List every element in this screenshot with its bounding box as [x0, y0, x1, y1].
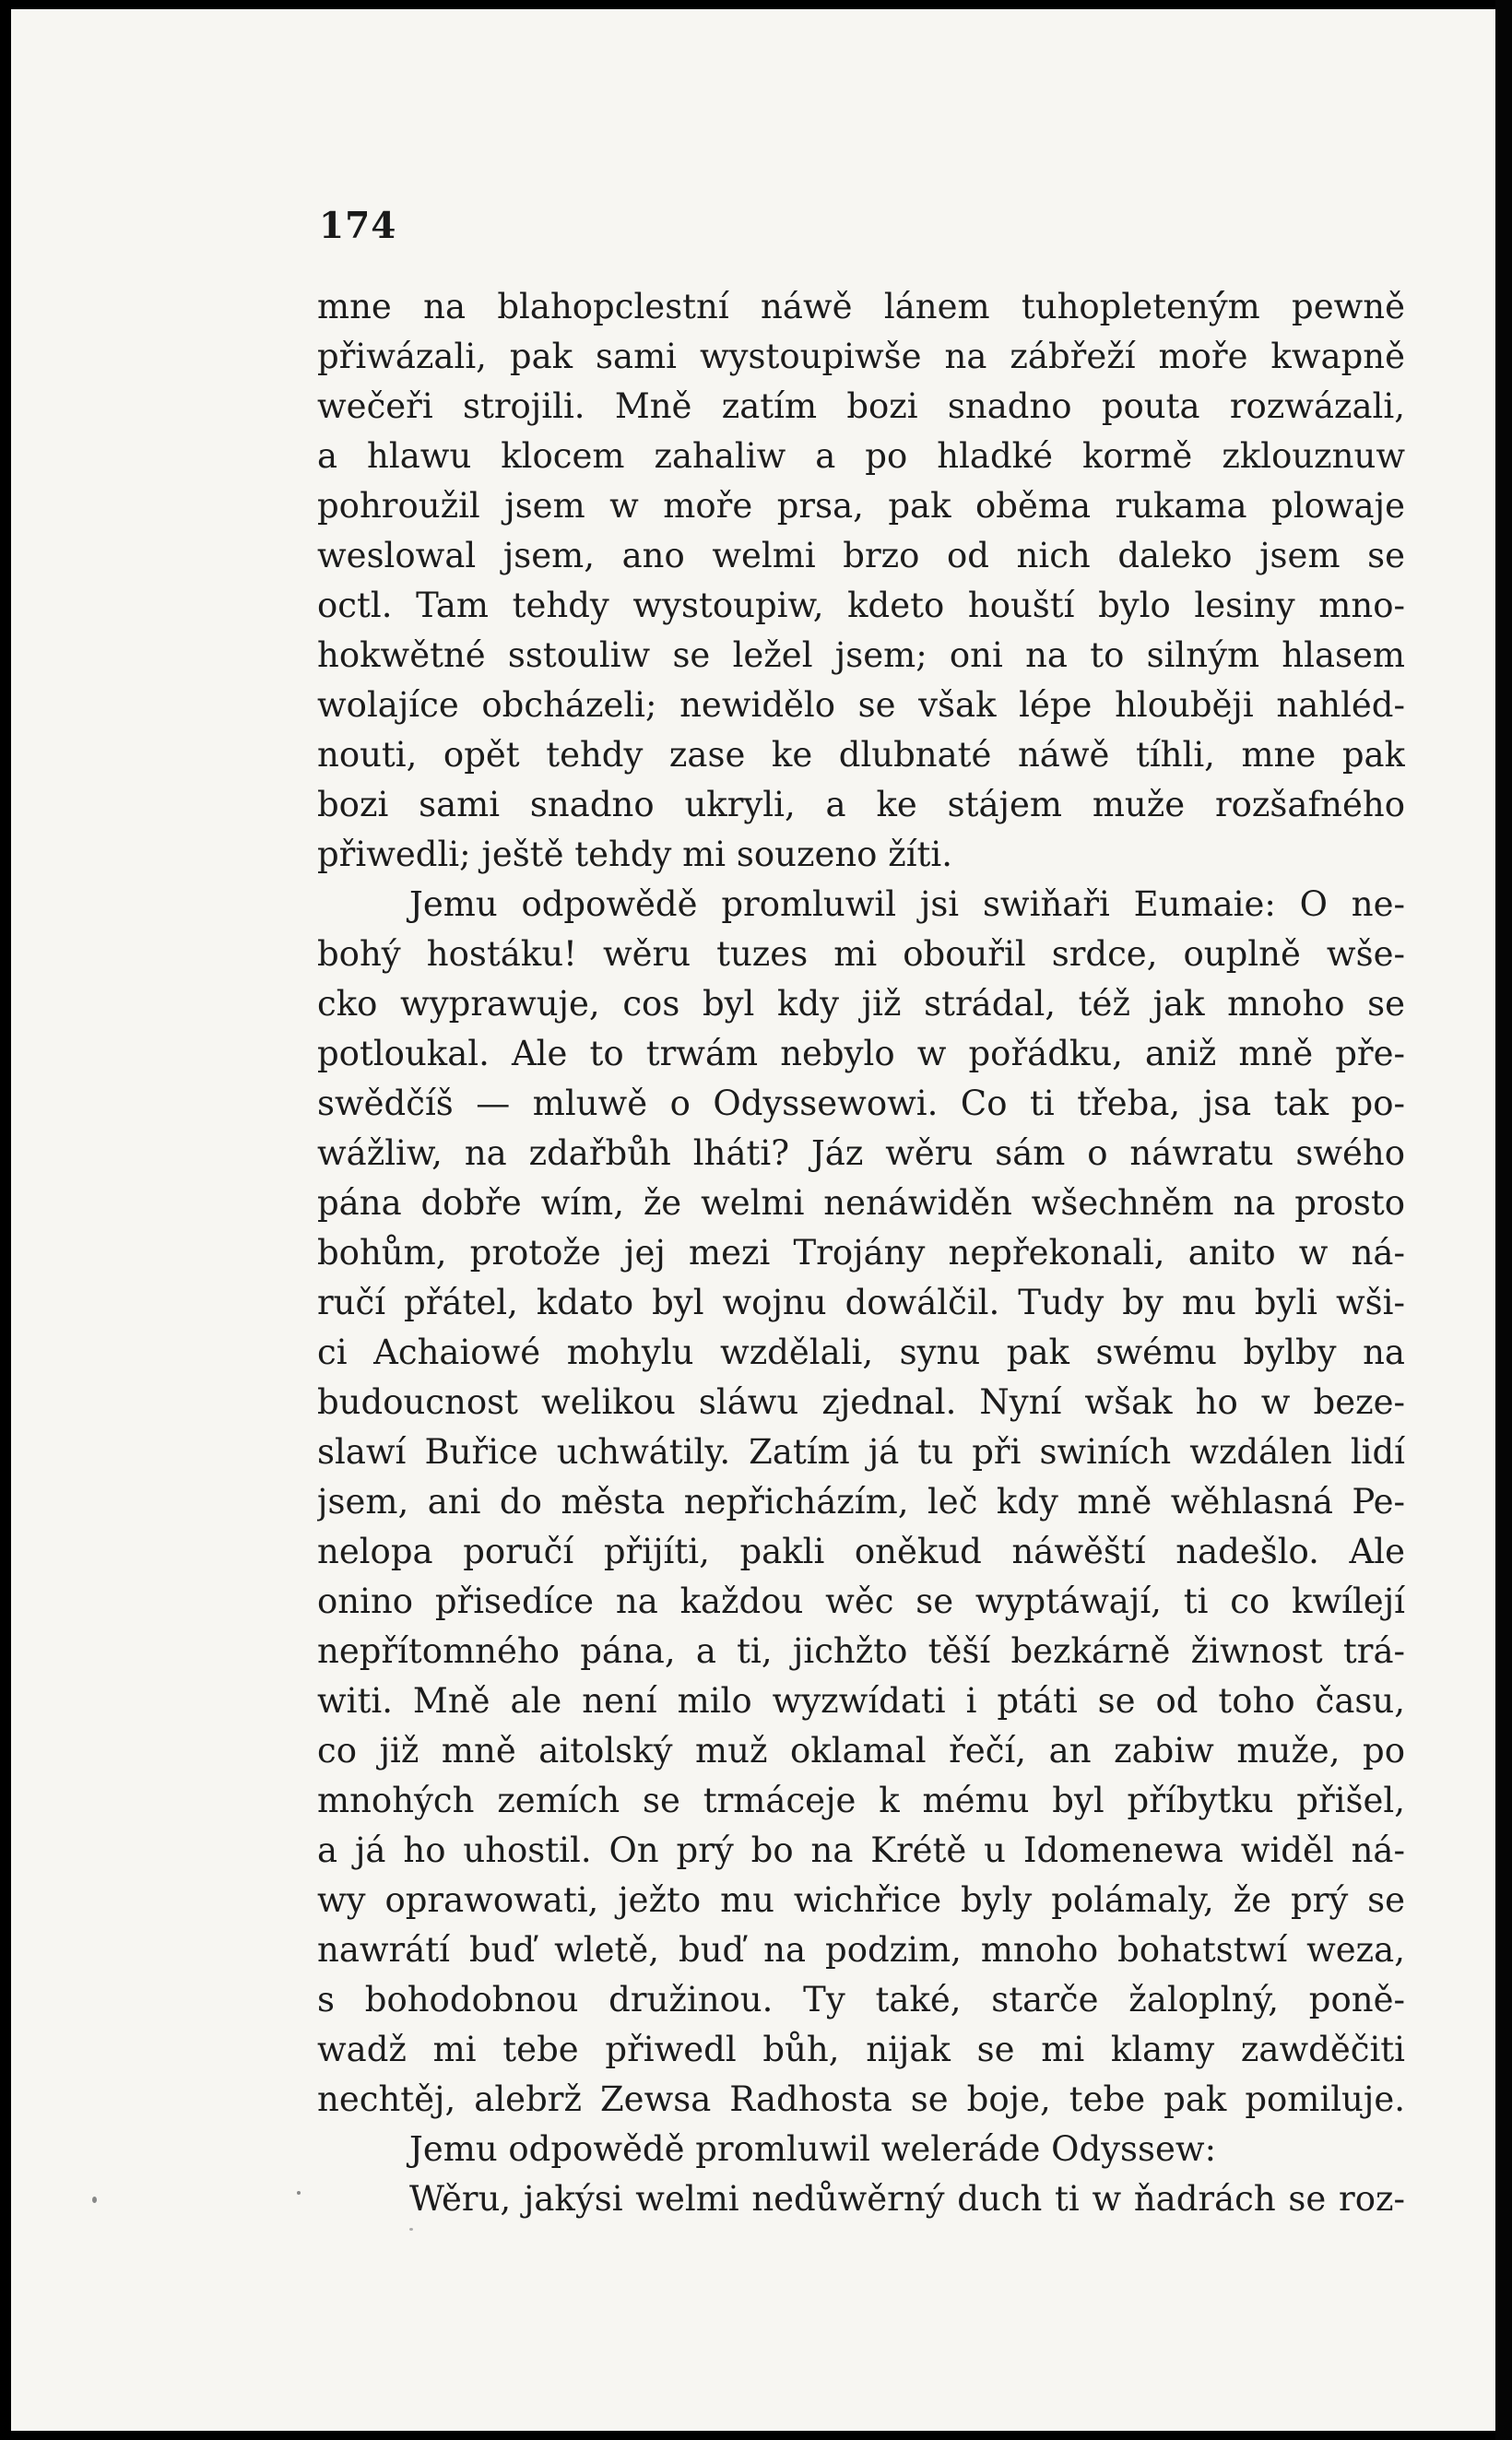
text-line: co již mně aitolský muž oklamal řečí, an zabiw muže, po [317, 1731, 1405, 1771]
text-line: mne na blahopclestní náwě lánem tuhopletený́m pewně [317, 287, 1405, 326]
text-line: cko wyprawuje, cos byl kdy již strádal, též jak mnoho se [317, 984, 1405, 1024]
text-line: bohům, protože jej mezi Trojány nepřekonali, anito w ná- [317, 1233, 1405, 1273]
text-line: onino přisedíce na každou wěc se wyptáwají, ti co kwílejí [317, 1581, 1405, 1621]
text-line: jsem, ani do města nepřicházím, leč kdy mně wěhlasná Pe- [317, 1482, 1405, 1522]
scan-edge [1495, 0, 1512, 2440]
text-line: hokwětné sstouliw se ležel jsem; oni na to silným hlasem [317, 635, 1405, 675]
text-line: bohý hostáku! wěru tuzes mi obouřil srdce, ouplně wše- [317, 934, 1405, 974]
paper-speck [409, 2228, 413, 2231]
text-line: Jemu odpowědě promluwil weleráde Odyssew: [409, 2129, 1217, 2169]
body-text [317, 282, 1405, 2224]
text-line: wadž mi tebe přiwedl bůh, nijak se mi klamy zawděčiti [317, 2030, 1405, 2069]
text-line: nepřítomného pána, a ti, jichžto těší bezkárně žiwnost trá- [317, 1631, 1405, 1671]
paper-speck [92, 2197, 97, 2203]
text-line: wečeři strojili. Mně zatím bozi snadno pouta rozwázali, [317, 386, 1405, 426]
text-line: Wěru, jakýsi welmi nedůwěrný duch ti w ňadrách se roz- [409, 2179, 1405, 2219]
text-line: nechtěj, alebrž Zewsa Radhosta se boje, tebe pak pomiluje. [317, 2079, 1405, 2119]
text-line: wolajíce obcházeli; newidělo se však lépe hlouběji nahléd- [317, 685, 1405, 725]
text-line: pána dobře wím, že welmi nenáwiděn wšechněm na prosto [317, 1183, 1405, 1223]
text-line: wy oprawowati, ježto mu wichřice byly polámaly, že prý se [317, 1880, 1405, 1920]
text-line: nawrátí buď wletě, buď na podzim, mnoho bohatstwí weza, [317, 1930, 1405, 1970]
book-page [11, 9, 1495, 2431]
text-line: slawí Buřice uchwátily. Zatím já tu při swiních wzdálen lidí [317, 1432, 1405, 1472]
text-line: pohroužil jsem w moře prsa, pak oběma rukama plowaje [317, 486, 1405, 526]
text-line: budoucnost welikou sláwu zjednal. Nyní wšak ho w beze- [317, 1382, 1405, 1422]
text-line: přiwedli; ještě tehdy mi souzeno žíti. [317, 835, 952, 874]
text-line: weslowal jsem, ano welmi brzo od nich daleko jsem se [317, 536, 1405, 575]
paper-speck [297, 2191, 301, 2195]
text-line: mnohých zemích se trmáceje k mému byl příbytku přišel, [317, 1781, 1405, 1820]
text-line: octl. Tam tehdy wystoupiw, kdeto houští bylo lesiny mno- [317, 586, 1405, 625]
text-line: witi. Mně ale není milo wyzwídati i ptáti se od toho času, [317, 1681, 1405, 1721]
text-line: ručí přátel, kdato byl wojnu dowálčil. Tudy by mu byli wši- [317, 1283, 1405, 1322]
page-number: 174 [319, 205, 397, 247]
text-line: nelopa poručí přijíti, pakli oněkud náwěští nadešlo. Ale [317, 1532, 1405, 1571]
text-line: wážliw, na zdařbůh lháti? Jáz wěru sám o náwratu swého [317, 1133, 1405, 1173]
text-line: a hlawu klocem zahaliw a po hladké kormě zklouznuw [317, 436, 1405, 476]
text-line: nouti, opět tehdy zase ke dlubnaté náwě tíhli, mne pak [317, 735, 1405, 775]
text-line: a já ho uhostil. On prý bo na Krétě u Idomenewa widěl ná- [317, 1830, 1405, 1870]
text-line: Jemu odpowědě promluwil jsi swiňaři Eumaie: O ne- [409, 884, 1405, 924]
text-line: potloukal. Ale to trwám nebylo w pořádku, aniž mně pře- [317, 1034, 1405, 1073]
text-line: přiwázali, pak sami wystoupiwše na zábřeží moře kwapně [317, 337, 1405, 376]
text-line: ci Achaiowé mohylu wzdělali, synu pak swému bylby na [317, 1333, 1405, 1372]
text-line: s bohodobnou družinou. Ty také, starče žaloplný, poně- [317, 1980, 1405, 2020]
text-line: bozi sami snadno ukryli, a ke stájem muže rozšafného [317, 785, 1405, 824]
text-line: swědčíš — mluwě o Odyssewowi. Co ti třeba, jsa tak po- [317, 1084, 1405, 1123]
